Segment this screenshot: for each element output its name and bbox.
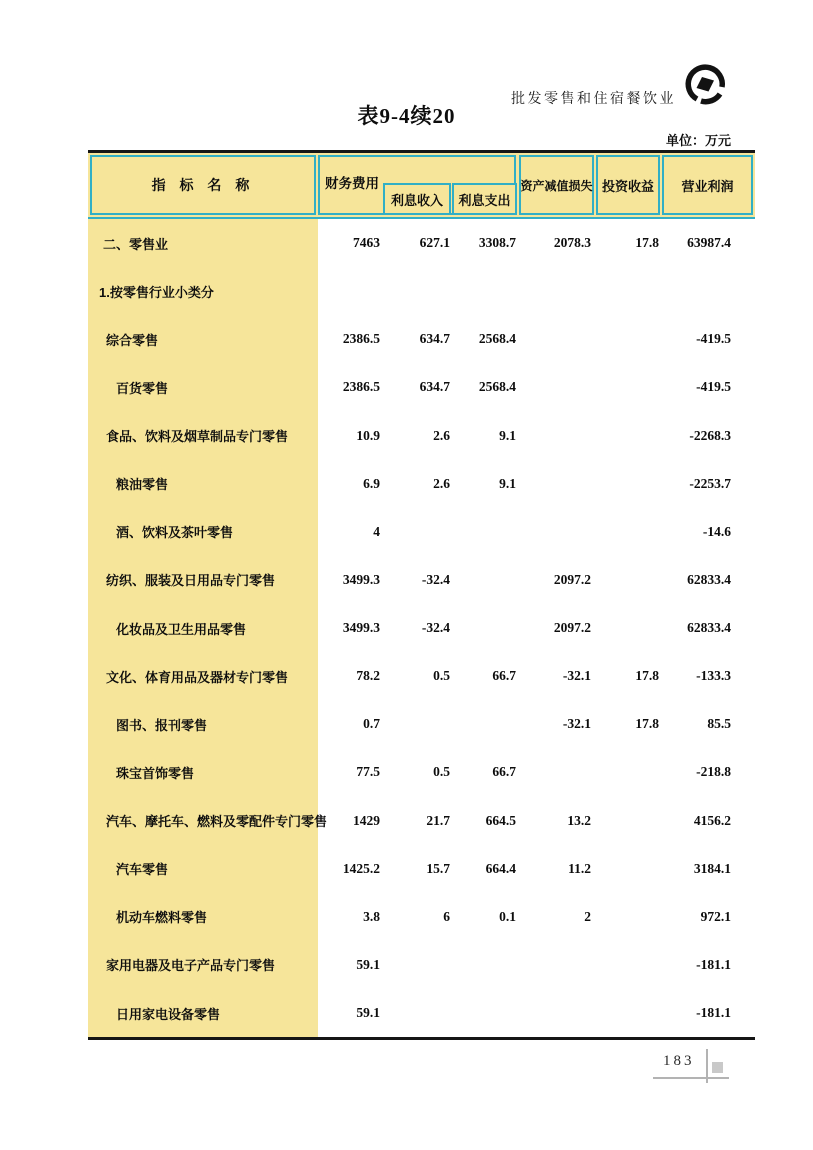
value-cell: 2.6 (433, 475, 450, 491)
value-cell (591, 476, 659, 492)
row-values (318, 909, 731, 925)
row-indicator-label: 纺织、服装及日用品专门零售 (106, 573, 276, 589)
value-cell: 2078.3 (553, 235, 591, 251)
page-number: 183 (663, 1053, 695, 1069)
value-cell: 85.5 (707, 716, 731, 732)
value-cell: -133.3 (696, 668, 731, 684)
value-cell (450, 524, 516, 540)
row-values (318, 1005, 731, 1021)
row-indicator-label: 汽车零售 (116, 862, 169, 878)
row-indicator-label: 图书、报刊零售 (116, 717, 208, 733)
row-indicator-label: 文化、体育用品及器材专门零售 (106, 669, 289, 685)
value-cell: 1429 (353, 812, 380, 828)
value-cell: 21.7 (426, 812, 450, 828)
value-cell (516, 1005, 591, 1021)
row-indicator-label: 珠宝首饰零售 (116, 765, 195, 781)
row-values (318, 716, 731, 732)
value-cell: 9.1 (499, 475, 516, 491)
value-cell: 2568.4 (478, 379, 516, 395)
table-row (88, 797, 755, 845)
table-row (88, 460, 755, 508)
header-asset-impairment: 资产减值损失 (519, 155, 594, 215)
value-cell: 2097.2 (553, 620, 591, 636)
footer-square-ornament (712, 1062, 723, 1073)
value-cell (591, 1005, 659, 1021)
value-cell: 3499.3 (342, 571, 380, 587)
value-cell (591, 957, 659, 973)
row-values (318, 476, 731, 492)
header-operating-profit: 营业利润 (662, 155, 753, 215)
value-cell (591, 861, 659, 877)
value-cell: 972.1 (700, 908, 731, 924)
value-cell: 3499.3 (342, 620, 380, 636)
table-header (88, 150, 755, 219)
table-row (88, 412, 755, 460)
value-cell: 63987.4 (687, 235, 731, 251)
value-cell: 627.1 (419, 235, 450, 251)
value-cell (591, 813, 659, 829)
value-cell: 0.5 (433, 764, 450, 780)
value-cell: 17.8 (635, 235, 659, 251)
row-values (318, 379, 731, 395)
value-cell (591, 572, 659, 588)
row-indicator-label: 1.按零售行业小类分 (99, 284, 214, 300)
row-indicator-label: 二、零售业 (103, 236, 169, 252)
value-cell: 0.7 (363, 716, 380, 732)
value-cell (591, 428, 659, 444)
value-cell: 13.2 (567, 812, 591, 828)
value-cell: -419.5 (696, 331, 731, 347)
value-cell (516, 428, 591, 444)
table-row (88, 267, 755, 315)
footer-horizontal-rule (653, 1077, 729, 1079)
header-indicator-name: 指 标 名 称 (90, 155, 316, 215)
row-values (318, 861, 731, 877)
row-values (318, 235, 731, 251)
value-cell: -14.6 (702, 523, 731, 539)
row-indicator-label: 化妆品及卫生用品零售 (116, 621, 247, 637)
row-values (318, 524, 731, 540)
value-cell: 664.5 (485, 812, 516, 828)
value-cell (516, 379, 591, 395)
row-values (318, 957, 731, 973)
value-cell: -218.8 (696, 764, 731, 780)
value-cell (591, 379, 659, 395)
value-cell: 3184.1 (693, 860, 731, 876)
header-investment-income: 投资收益 (596, 155, 660, 215)
value-cell: -32.1 (562, 716, 591, 732)
header-finance-expense: 财务费用 (325, 176, 379, 191)
value-cell (450, 572, 516, 588)
value-cell: 9.1 (499, 427, 516, 443)
table-row (88, 508, 755, 556)
value-cell: 1425.2 (342, 860, 380, 876)
value-cell: -32.4 (421, 620, 450, 636)
value-cell: 0.1 (499, 908, 516, 924)
value-cell: 2.6 (433, 427, 450, 443)
value-cell (380, 524, 450, 540)
value-cell (380, 716, 450, 732)
table-row (88, 700, 755, 748)
chapter-masthead: 批发零售和住宿餐饮业 (511, 92, 676, 107)
row-indicator-label: 汽车、摩托车、燃料及零配件专门零售 (106, 814, 328, 830)
row-values (318, 668, 731, 684)
value-cell: -2268.3 (689, 427, 731, 443)
value-cell (591, 524, 659, 540)
row-indicator-label: 酒、饮料及茶叶零售 (116, 525, 234, 541)
value-cell (516, 957, 591, 973)
table-title: 表9-4续20 (357, 104, 456, 128)
value-cell (450, 957, 516, 973)
value-cell: 59.1 (356, 956, 380, 972)
value-cell: -2253.7 (689, 475, 731, 491)
value-cell: 10.9 (356, 427, 380, 443)
row-indicator-label: 综合零售 (106, 332, 159, 348)
value-cell (380, 1005, 450, 1021)
value-cell: 634.7 (419, 379, 450, 395)
value-cell: 62833.4 (687, 620, 731, 636)
value-cell (450, 716, 516, 732)
value-cell: 59.1 (356, 1005, 380, 1021)
row-values (318, 813, 731, 829)
row-values (318, 620, 731, 636)
row-indicator-label: 百货零售 (116, 380, 169, 396)
row-values (318, 331, 731, 347)
value-cell: -181.1 (696, 956, 731, 972)
value-cell: -32.1 (562, 668, 591, 684)
row-values (318, 764, 731, 780)
value-cell: 2386.5 (342, 379, 380, 395)
value-cell: 4 (373, 523, 380, 539)
value-cell: 17.8 (635, 716, 659, 732)
table-row (88, 219, 755, 267)
value-cell (450, 1005, 516, 1021)
table-body (88, 219, 755, 1040)
row-indicator-label: 粮油零售 (116, 477, 169, 493)
value-cell (516, 331, 591, 347)
value-cell (516, 524, 591, 540)
value-cell: 664.4 (485, 860, 516, 876)
table-row (88, 845, 755, 893)
table-row (88, 556, 755, 604)
table-row (88, 363, 755, 411)
value-cell: 2 (584, 908, 591, 924)
unit-label: 单位：万元 (665, 133, 731, 148)
value-cell: 6 (443, 908, 450, 924)
value-cell (591, 620, 659, 636)
value-cell (591, 331, 659, 347)
value-cell: 3.8 (363, 908, 380, 924)
value-cell (450, 620, 516, 636)
value-cell: 634.7 (419, 331, 450, 347)
value-cell: 3308.7 (478, 235, 516, 251)
header-interest-expense: 利息支出 (452, 183, 517, 215)
row-values (318, 428, 731, 444)
value-cell: 62833.4 (687, 571, 731, 587)
value-cell: 2097.2 (553, 571, 591, 587)
value-cell: 0.5 (433, 668, 450, 684)
value-cell: 6.9 (363, 475, 380, 491)
table-row (88, 941, 755, 989)
value-cell: 17.8 (635, 668, 659, 684)
value-cell: 66.7 (492, 764, 516, 780)
value-cell (591, 764, 659, 780)
value-cell: 11.2 (568, 860, 591, 876)
publisher-logo-icon (684, 63, 726, 105)
value-cell (516, 764, 591, 780)
table-row (88, 652, 755, 700)
table-row (88, 604, 755, 652)
row-indicator-label: 食品、饮料及烟草制品专门零售 (106, 429, 289, 445)
value-cell (516, 476, 591, 492)
row-indicator-label: 日用家电设备零售 (116, 1006, 221, 1022)
table-row (88, 989, 755, 1037)
table-row (88, 315, 755, 363)
value-cell: 4156.2 (693, 812, 731, 828)
value-cell: -181.1 (696, 1005, 731, 1021)
table-row (88, 893, 755, 941)
value-cell: 7463 (353, 235, 380, 251)
value-cell: 2568.4 (478, 331, 516, 347)
value-cell: 77.5 (356, 764, 380, 780)
footer-vertical-rule (706, 1049, 708, 1083)
value-cell: 66.7 (492, 668, 516, 684)
row-values (318, 572, 731, 588)
value-cell: -419.5 (696, 379, 731, 395)
header-interest-income: 利息收入 (383, 183, 451, 215)
value-cell: 15.7 (426, 860, 450, 876)
table-row (88, 748, 755, 796)
value-cell: -32.4 (421, 571, 450, 587)
value-cell: 78.2 (356, 668, 380, 684)
value-cell: 2386.5 (342, 331, 380, 347)
row-indicator-label: 家用电器及电子产品专门零售 (106, 958, 276, 974)
value-cell (591, 909, 659, 925)
row-indicator-label: 机动车燃料零售 (116, 910, 208, 926)
value-cell (380, 957, 450, 973)
